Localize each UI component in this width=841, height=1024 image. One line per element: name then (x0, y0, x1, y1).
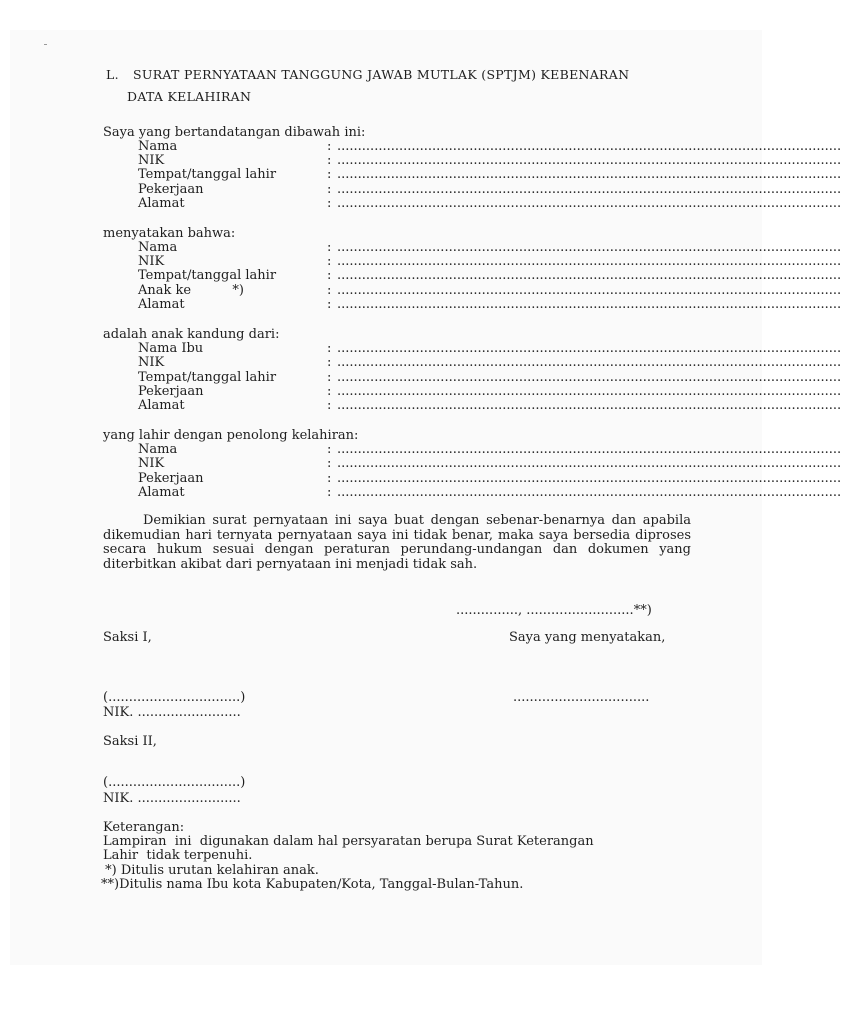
field-colon: : (327, 370, 332, 385)
fill-in-line: .......................................................................................................................... (337, 384, 841, 399)
field-label: Pekerjaan (138, 384, 204, 399)
fill-in-line: .......................................................................................................................... (337, 182, 841, 197)
field-label: Nama (138, 442, 178, 457)
fill-in-line: .......................................................................................................................... (337, 456, 841, 471)
fill-in-line: .......................................................................................................................... (337, 139, 841, 154)
place-date-line: ..............., ..........................**) (456, 603, 652, 618)
field-colon: : (327, 182, 332, 197)
fill-in-line: .......................................................................................................................... (337, 370, 841, 385)
field-colon: : (327, 471, 332, 486)
document-title-line1: SURAT PERNYATAAN TANGGUNG JAWAB MUTLAK (SPTJM) KEBENARAN (133, 67, 630, 82)
field-colon: : (327, 139, 332, 154)
field-label: NIK (138, 254, 165, 269)
document-title-line2: DATA KELAHIRAN (127, 89, 252, 104)
fill-in-line: .......................................................................................................................... (337, 471, 841, 486)
field-colon: : (327, 167, 332, 182)
field-label: Pekerjaan (138, 471, 204, 486)
fill-in-line: .......................................................................................................................... (337, 355, 841, 370)
field-label: Nama (138, 240, 178, 255)
field-label: Nama (138, 139, 178, 154)
witness2-name-line: (................................) (103, 775, 246, 790)
fill-in-line: .......................................................................................................................... (337, 398, 841, 413)
field-colon: : (327, 456, 332, 471)
field-colon: : (327, 196, 332, 211)
section2-heading: menyatakan bahwa: (103, 226, 236, 241)
field-label: Alamat (138, 485, 185, 500)
field-colon: : (327, 283, 332, 298)
field-label: Alamat (138, 398, 185, 413)
witness1-name-line: (................................) (103, 690, 246, 705)
fill-in-line: .......................................................................................................................... (337, 254, 841, 269)
field-colon: : (327, 485, 332, 500)
field-colon: : (327, 398, 332, 413)
field-colon: : (327, 240, 332, 255)
field-label: Anak ke *) (138, 283, 244, 298)
fill-in-line: .......................................................................................................................... (337, 153, 841, 168)
statement-paragraph (103, 514, 691, 572)
field-label: Tempat/tanggal lahir (138, 268, 277, 283)
field-colon: : (327, 384, 332, 399)
witness2-nik-line: NIK. ......................... (103, 791, 241, 806)
field-label: NIK (138, 355, 165, 370)
field-label: NIK (138, 456, 165, 471)
fill-in-line: .......................................................................................................................... (337, 442, 841, 457)
field-colon: : (327, 442, 332, 457)
field-label: NIK (138, 153, 165, 168)
declarant-name-line: ................................. (513, 690, 650, 705)
fill-in-line: .......................................................................................................................... (337, 341, 841, 356)
notes-footnote-1: *) Ditulis urutan kelahiran anak. (101, 863, 319, 878)
field-colon: : (327, 254, 332, 269)
scan-mark (44, 44, 47, 45)
field-label: Alamat (138, 196, 185, 211)
fill-in-line: .......................................................................................................................... (337, 283, 841, 298)
section3-heading: adalah anak kandung dari: (103, 327, 280, 342)
witness2-label: Saksi II, (103, 734, 157, 749)
declarant-label: Saya yang menyatakan, (509, 630, 666, 645)
notes-line: Lahir tidak terpenuhi. (103, 848, 253, 863)
witness1-label: Saksi I, (103, 630, 152, 645)
notes-line: Lampiran ini digunakan dalam hal persyaratan berupa Surat Keterangan (103, 834, 594, 849)
fill-in-line: .......................................................................................................................... (337, 268, 841, 283)
field-label: Alamat (138, 297, 185, 312)
field-label: Pekerjaan (138, 182, 204, 197)
section4-heading: yang lahir dengan penolong kelahiran: (103, 428, 359, 443)
witness1-nik-line: NIK. ......................... (103, 705, 241, 720)
statement-text: Demikian surat pernyataan ini saya buat dengan sebenar-benarnya dan apabila dikemudian hari ternyata pernyataan saya ini tidak benar, maka saya bersedia diproses secara hukum sesuai dengan peraturan perundang-undangan dan dokumen yang diterbitkan akibat dari pernyataan ini menjadi tidak sah. (103, 513, 691, 572)
field-colon: : (327, 341, 332, 356)
notes-heading: Keterangan: (103, 820, 185, 835)
field-colon: : (327, 355, 332, 370)
fill-in-line: .......................................................................................................................... (337, 240, 841, 255)
fill-in-line: .......................................................................................................................... (337, 167, 841, 182)
section1-heading: Saya yang bertandatangan dibawah ini: (103, 125, 366, 140)
field-label: Nama Ibu (138, 341, 204, 356)
field-colon: : (327, 153, 332, 168)
fill-in-line: .......................................................................................................................... (337, 196, 841, 211)
field-colon: : (327, 297, 332, 312)
field-colon: : (327, 268, 332, 283)
fill-in-line: .......................................................................................................................... (337, 297, 841, 312)
notes-footnote-2: **)Ditulis nama Ibu kota Kabupaten/Kota, Tanggal-Bulan-Tahun. (101, 877, 524, 892)
fill-in-line: .......................................................................................................................... (337, 485, 841, 500)
section-number: L. (106, 67, 119, 82)
field-label: Tempat/tanggal lahir (138, 167, 277, 182)
field-label: Tempat/tanggal lahir (138, 370, 277, 385)
